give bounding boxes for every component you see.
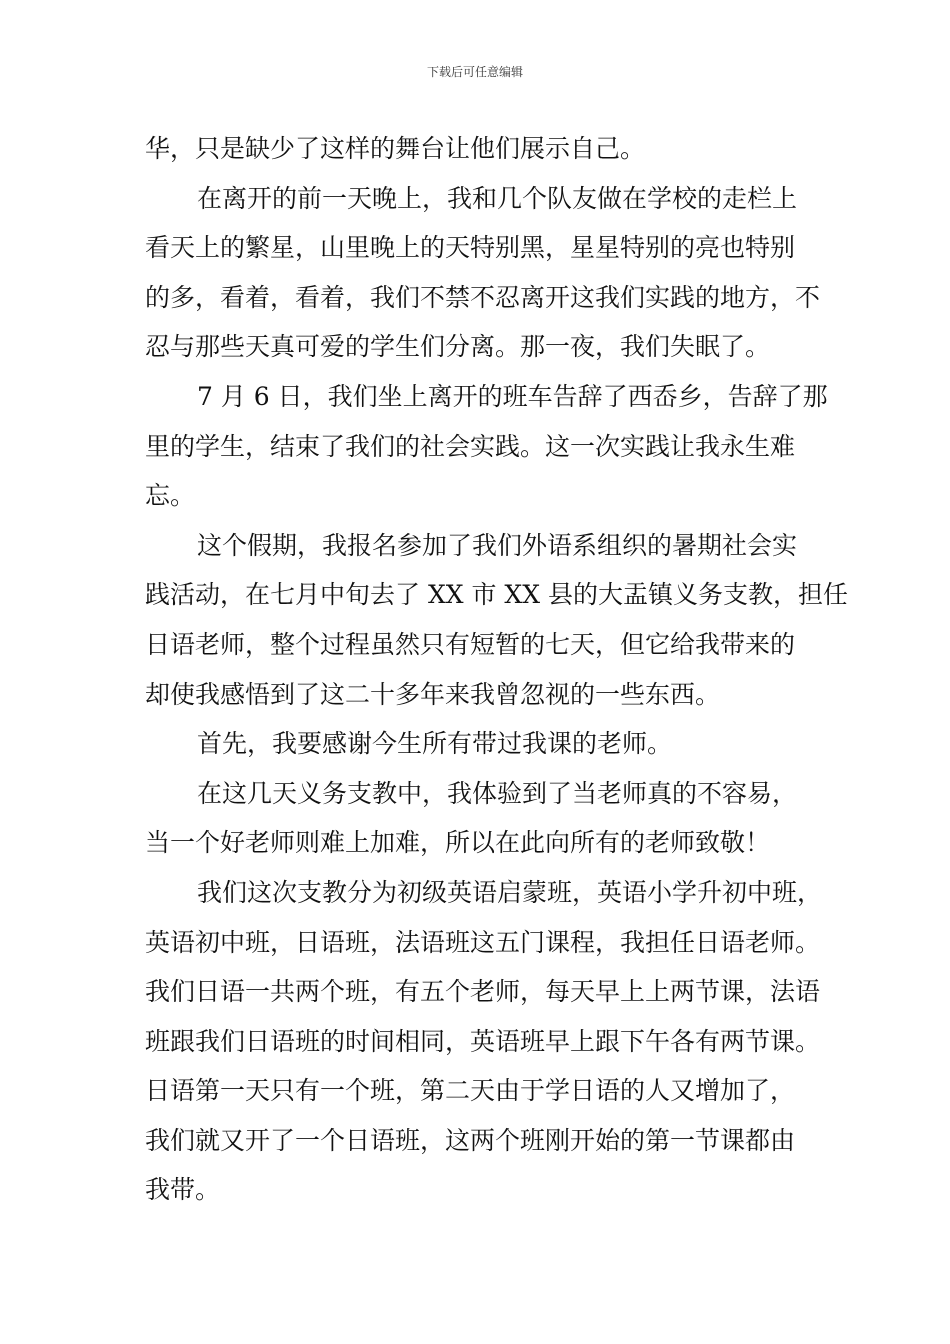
text-line: 我们这次支教分为初级英语启蒙班，英语小学升初中班， [197,877,823,907]
text-line: 我带。 [145,1175,221,1205]
text-line: 我们日语一共两个班，有五个老师，每天早上上两节课，法语 [145,977,821,1007]
paragraph [145,521,848,719]
text-line: 我们就又开了一个日语班，这两个班刚开始的第一节课都由 [145,1125,796,1155]
text-line: 这个假期，我报名参加了我们外语系组织的暑期社会实 [197,530,798,560]
text-line: 首先，我要感谢今生所有带过我课的老师。 [197,729,673,759]
page-header: 下载后可任意编辑 [426,65,523,79]
text-line: 看天上的繁星，山里晚上的天特别黑，星星特别的亮也特别 [145,233,796,263]
text-line: 里的学生，结束了我们的社会实践。这一次实践让我永生难 [145,431,796,461]
document-body [145,124,848,1215]
text-line: 却使我感悟到了这二十多年来我曾忽视的一些东西。 [145,679,721,709]
text-line: 日语老师，整个过程虽然只有短暂的七天，但它给我带来的 [145,629,796,659]
text-line: 在这几天义务支教中，我体验到了当老师真的不容易， [197,778,798,808]
paragraph [145,124,810,174]
paragraph [145,174,821,372]
text-line: 践活动，在七月中旬去了 XX 市 XX 县的大盂镇义务支教，担任 [145,580,848,610]
text-line: 当一个好老师则难上加难，所以在此向所有的老师致敬！ [145,828,771,858]
paragraph [145,719,810,769]
text-line: 在离开的前一天晚上，我和几个队友做在学校的走栏上 [197,183,798,213]
text-line: 7 月 6 日，我们坐上离开的班车告辞了西岙乡，告辞了那 [197,381,828,411]
text-line: 华，只是缺少了这样的舞台让他们展示自己。 [145,134,646,163]
text-line: 英语初中班，日语班，法语班这五门课程，我担任日语老师。 [145,927,821,957]
text-line: 忍与那些天真可爱的学生们分离。那一夜，我们失眠了。 [145,332,771,362]
paragraph [145,868,823,1215]
paragraph [145,769,810,868]
text-line: 日语第一天只有一个班，第二天由于学日语的人又增加了， [145,1076,796,1106]
text-line: 班跟我们日语班的时间相同，英语班早上跟下午各有两节课。 [145,1026,821,1056]
text-line: 忘。 [145,481,196,511]
text-line: 的多，看着，看着，我们不禁不忍离开这我们实践的地方，不 [145,282,821,312]
paragraph [145,372,828,521]
